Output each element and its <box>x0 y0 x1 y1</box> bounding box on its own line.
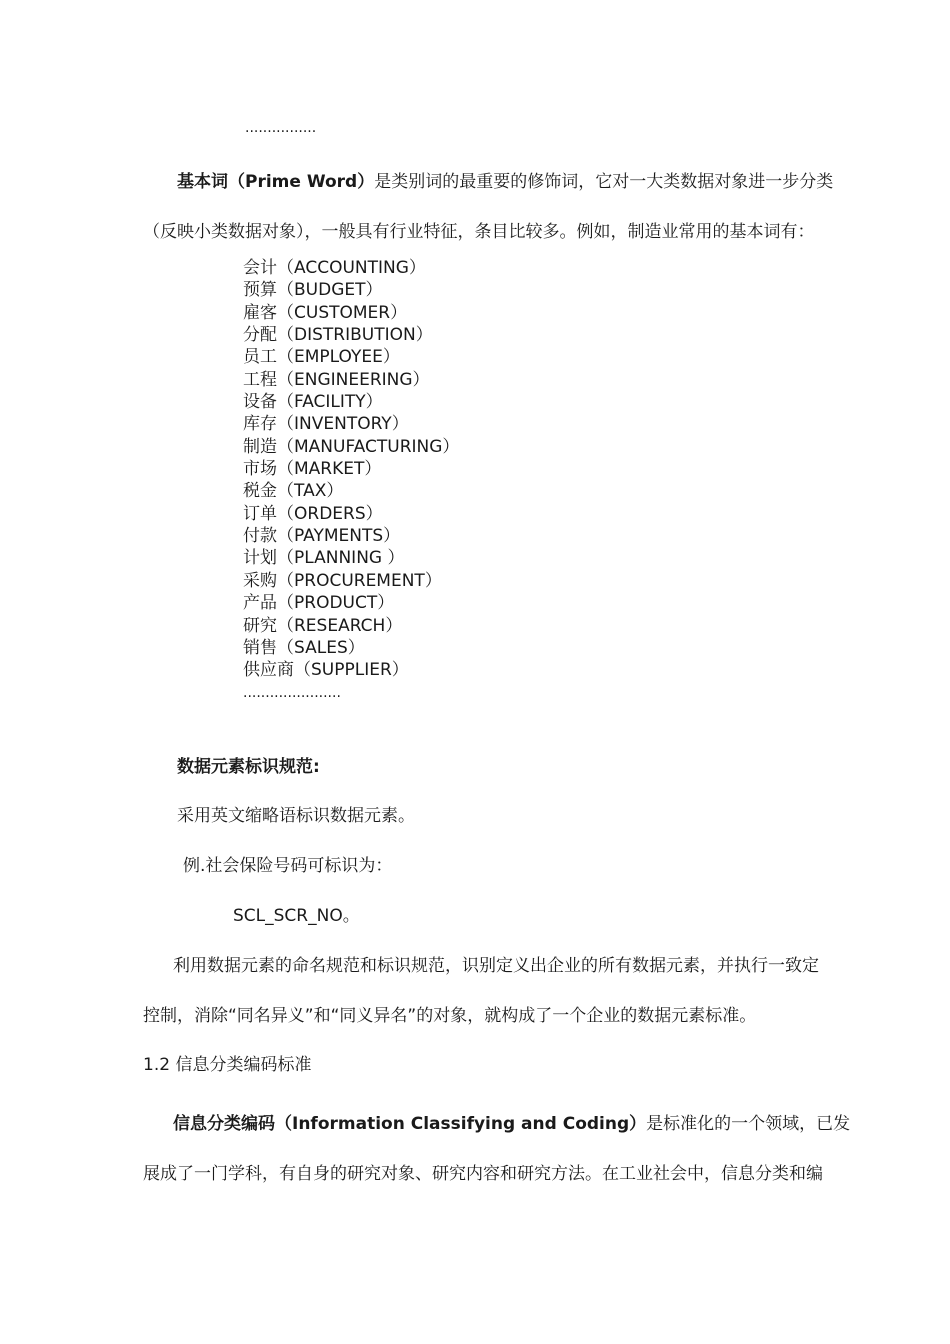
list-item: 分配（DISTRIBUTION） <box>243 325 433 346</box>
list-item: 供应商（SUPPLIER） <box>243 660 409 681</box>
prime-word-list <box>243 257 459 704</box>
list-item: 会计（ACCOUNTING） <box>243 258 426 278</box>
identification-example-intro: 例.社会保险号码可标识为： <box>183 856 393 876</box>
list-item: 雇客（CUSTOMER） <box>243 302 408 323</box>
identification-rule: 采用英文缩略语标识数据元素。 <box>177 806 415 826</box>
identification-example-code: SCL_SCR_NO。 <box>233 906 360 926</box>
list-item: 库存（INVENTORY） <box>243 414 409 435</box>
list-item: 税金（TAX） <box>243 481 344 502</box>
list-item: 付款（PAYMENTS） <box>243 526 401 547</box>
identification-heading: 数据元素标识规范: <box>177 757 320 777</box>
list-item: 产品（PRODUCT） <box>243 593 395 614</box>
classification-paragraph-line1 <box>173 1113 850 1135</box>
summary-line2: 控制，消除“同名异义”和“同义异名”的对象，就构成了一个企业的数据元素标准。 <box>143 1006 757 1026</box>
prime-word-paragraph-line1 <box>177 171 833 193</box>
prime-word-definition: 是类别词的最重要的修饰词，它对一大类数据对象进一步分类 <box>374 172 834 192</box>
list-item: ...................... <box>243 684 341 701</box>
classification-term: 信息分类编码（Information Classifying and Coding） <box>173 1114 647 1134</box>
list-item: 工程（ENGINEERING） <box>243 369 430 390</box>
list-item: 员工（EMPLOYEE） <box>243 347 400 368</box>
list-item: 市场（MARKET） <box>243 459 382 480</box>
list-item: 研究（RESEARCH） <box>243 615 403 636</box>
prime-word-term: 基本词（Prime Word） <box>177 172 375 192</box>
list-item: 订单（ORDERS） <box>243 503 383 524</box>
list-item: 计划（PLANNING ） <box>243 548 405 569</box>
summary-line1: 利用数据元素的命名规范和标识规范，识别定义出企业的所有数据元素，并执行一致定 <box>173 956 819 976</box>
list-item: 销售（SALES） <box>243 637 365 658</box>
section-title: 1.2 信息分类编码标准 <box>143 1055 312 1075</box>
leading-ellipsis: ................ <box>245 120 317 136</box>
classification-paragraph-line2: 展成了一门学科，有自身的研究对象、研究内容和研究方法。在工业社会中，信息分类和编 <box>143 1164 823 1184</box>
classification-definition: 是标准化的一个领域，已发 <box>646 1114 851 1134</box>
list-item: 预算（BUDGET） <box>243 280 383 301</box>
prime-word-paragraph-line2: （反映小类数据对象），一般具有行业特征，条目比较多。例如，制造业常用的基本词有： <box>143 222 815 242</box>
list-item: 制造（MANUFACTURING） <box>243 436 460 457</box>
list-item: 设备（FACILITY） <box>243 392 383 413</box>
list-item: 采购（PROCUREMENT） <box>243 570 442 591</box>
